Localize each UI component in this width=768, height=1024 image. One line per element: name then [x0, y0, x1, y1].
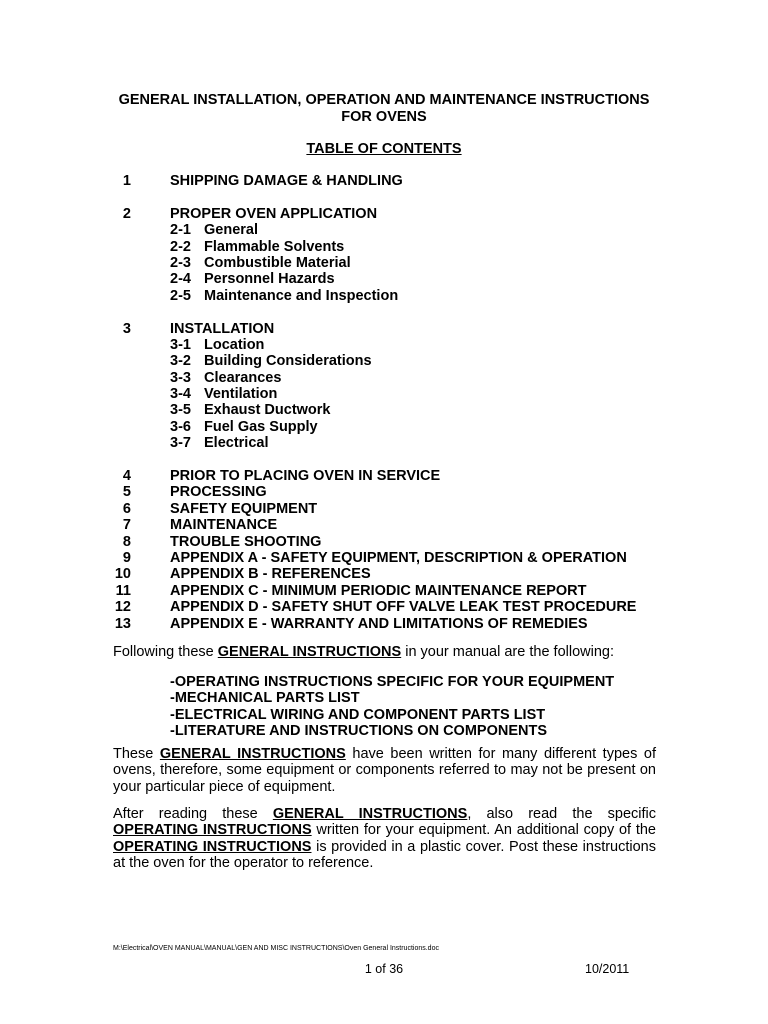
toc-number: 10	[114, 566, 131, 583]
toc-number: 6	[122, 500, 131, 517]
toc-sub-number: 2-1	[170, 222, 191, 239]
toc-entry	[100, 534, 700, 550]
toc-number: 1	[122, 173, 131, 189]
operating-instructions-emphasis: OPERATING INSTRUCTIONS	[113, 838, 312, 855]
toc-sub-number: 3-6	[170, 418, 191, 435]
paragraph-text: After reading these	[113, 806, 273, 822]
included-items-list	[170, 674, 614, 740]
toc-subentry	[100, 288, 700, 304]
toc-entry	[100, 501, 700, 517]
intro-paragraph	[113, 644, 656, 660]
general-instructions-paragraph	[113, 746, 656, 795]
toc-subentry	[100, 239, 700, 255]
paragraph-text: have been written for many different types of ovens, therefore, some equipment or components referred to may not be present on your particular piece of equipment.	[113, 746, 656, 795]
toc-sub-title: Combustible Material	[204, 254, 351, 271]
toc-sub-title: Location	[204, 336, 265, 353]
toc-title: SAFETY EQUIPMENT	[170, 500, 318, 517]
toc-sub-title: General	[204, 222, 258, 239]
toc-entry	[100, 484, 700, 500]
toc-sub-number: 2-5	[170, 287, 191, 304]
toc-number: 2	[122, 205, 131, 222]
general-instructions-emphasis: GENERAL INSTRUCTIONS	[159, 746, 346, 762]
toc-title: SHIPPING DAMAGE & HANDLING	[170, 173, 403, 189]
toc-number: 8	[122, 533, 131, 550]
toc-sub-number: 3-7	[170, 435, 191, 452]
toc-sub-number: 2-3	[170, 254, 191, 271]
toc-sub-title: Building Considerations	[204, 353, 372, 370]
toc-title: INSTALLATION	[170, 320, 275, 337]
toc-number: 12	[114, 599, 131, 616]
toc-sub-number: 3-3	[170, 369, 191, 386]
paragraph-text: These	[113, 746, 160, 762]
toc-sub-title: Fuel Gas Supply	[204, 418, 318, 435]
toc-subentry	[100, 419, 700, 435]
footer-date: 10/2011	[585, 962, 630, 976]
toc-subentry	[100, 271, 700, 287]
title-line-1: GENERAL INSTALLATION, OPERATION AND MAINTENANCE INSTRUCTIONS	[118, 92, 650, 108]
toc-sub-number: 3-2	[170, 353, 191, 370]
toc-sub-number: 3-4	[170, 386, 191, 403]
toc-number: 5	[122, 484, 131, 501]
toc-sub-title: Electrical	[204, 435, 269, 452]
toc-sub-title: Maintenance and Inspection	[204, 287, 399, 304]
toc-entry	[100, 517, 700, 533]
toc-title: APPENDIX D - SAFETY SHUT OFF VALVE LEAK TEST PROCEDURE	[170, 599, 637, 616]
toc-subentry	[100, 255, 700, 271]
toc-title: APPENDIX C - MINIMUM PERIODIC MAINTENANCE REPORT	[170, 582, 587, 599]
toc-title: PROPER OVEN APPLICATION	[170, 205, 378, 222]
intro-text: in your manual are the following:	[401, 644, 614, 660]
toc-sub-number: 2-2	[170, 238, 191, 255]
paragraph-text: written for your equipment. An additional copy of the	[311, 822, 656, 839]
toc-title: APPENDIX A - SAFETY EQUIPMENT, DESCRIPTION & OPERATION	[170, 549, 627, 566]
general-instructions-emphasis: GENERAL INSTRUCTIONS	[272, 806, 468, 822]
toc-sub-number: 3-5	[170, 402, 191, 419]
paragraph-text: is provided in a plastic cover. Post these instructions at the oven for the operator to reference.	[113, 838, 656, 872]
toc-entry	[100, 566, 700, 582]
toc-sub-number: 2-4	[170, 271, 191, 288]
toc-number: 9	[122, 549, 131, 566]
list-item: -OPERATING INSTRUCTIONS SPECIFIC FOR YOUR EQUIPMENT	[170, 674, 615, 690]
list-item: -MECHANICAL PARTS LIST	[170, 690, 360, 707]
toc-entry	[100, 321, 700, 337]
toc-title: TROUBLE SHOOTING	[170, 533, 322, 550]
toc-subentry	[100, 353, 700, 369]
toc-subentry	[100, 435, 700, 451]
toc-number: 4	[122, 468, 131, 485]
list-item: -LITERATURE AND INSTRUCTIONS ON COMPONENTS	[170, 723, 547, 740]
toc-entry	[100, 173, 700, 189]
general-instructions-emphasis: GENERAL INSTRUCTIONS	[217, 644, 402, 660]
toc-title: PROCESSING	[170, 484, 267, 501]
footer-file-path: M:\Electrical\OVEN MANUAL\MANUAL\GEN AND MISC INSTRUCTIONS\Oven General Instructions.doc	[113, 945, 439, 952]
operating-instructions-emphasis: OPERATING INSTRUCTIONS	[113, 822, 312, 839]
intro-text: Following these	[113, 644, 218, 660]
toc-title: APPENDIX E - WARRANTY AND LIMITATIONS OF REMEDIES	[170, 615, 588, 632]
toc-entry	[100, 616, 700, 632]
toc-sub-title: Personnel Hazards	[204, 271, 335, 288]
toc-entry	[100, 550, 700, 566]
toc-sub-title: Flammable Solvents	[204, 238, 345, 255]
toc-entry	[100, 583, 700, 599]
toc-number: 7	[122, 517, 131, 534]
toc-sub-number: 3-1	[170, 336, 191, 353]
toc-sub-title: Clearances	[204, 369, 282, 386]
toc-sub-title: Exhaust Ductwork	[204, 402, 331, 419]
toc-subentry	[100, 402, 700, 418]
toc-number: 13	[114, 615, 131, 632]
toc-heading: TABLE OF CONTENTS	[306, 141, 462, 157]
toc-title: APPENDIX B - REFERENCES	[170, 566, 371, 583]
toc-number: 11	[115, 582, 131, 599]
toc-entry	[100, 599, 700, 615]
toc-entry	[100, 468, 700, 484]
toc-subentry	[100, 337, 700, 353]
toc-number: 3	[122, 320, 131, 337]
operating-instructions-paragraph	[113, 806, 656, 872]
footer-page-number: 1 of 36	[364, 962, 404, 976]
paragraph-text: , also read the specific	[467, 806, 656, 822]
toc-subentry	[100, 370, 700, 386]
document-title	[0, 92, 768, 125]
list-item: -ELECTRICAL WIRING AND COMPONENT PARTS LIST	[170, 706, 546, 723]
toc-entry	[100, 206, 700, 222]
toc-sub-title: Ventilation	[204, 386, 278, 403]
title-line-2: FOR OVENS	[341, 108, 427, 125]
table-of-contents	[100, 173, 700, 632]
toc-subentry	[100, 222, 700, 238]
toc-title: PRIOR TO PLACING OVEN IN SERVICE	[170, 468, 441, 485]
toc-title: MAINTENANCE	[170, 517, 278, 534]
toc-subentry	[100, 386, 700, 402]
